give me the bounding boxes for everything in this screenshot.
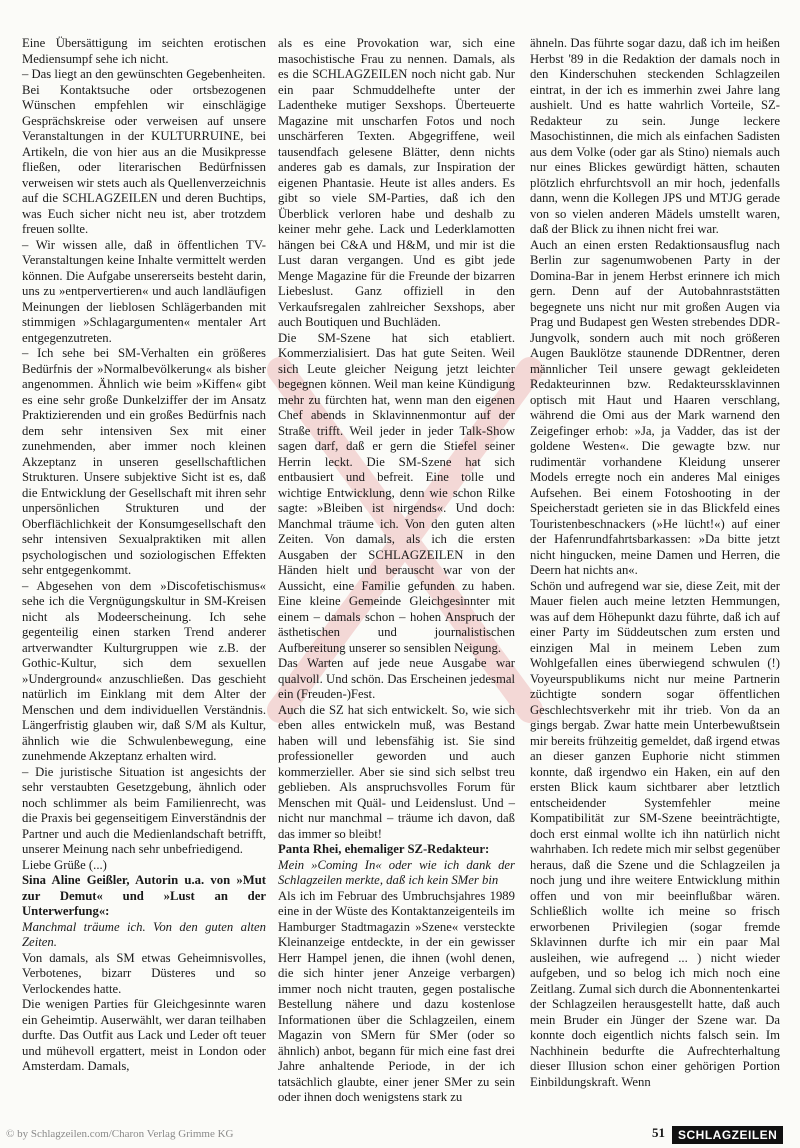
section-heading: Panta Rhei, ehemaliger SZ-Redakteur: [278,842,490,856]
masthead-logo: SCHLAGZEILEN [672,1126,783,1144]
copyright-credit: © by Schlagzeilen.com/Charon Verlag Grimme KG [6,1128,234,1140]
paragraph: – Wir wissen alle, daß in öffentlichen TV-Veranstaltungen keine Inhalte vermittelt werden können. Die Aufgabe unsererseits besteht darin, uns zu »entpervertieren« und auch landläufigen Meinungen der lieblosen Schlägerbanden mit stimmigen »Schlagargumenten« mentaler Art entgegenzutreten. [22,237,266,345]
paragraph: Als ich im Februar des Umbruchsjahres 1989 eine in der Wüste des Kontaktanzeigenteils im Hamburger Stadtmagazin »Szene« versteckte Kleinanzeige entdeckte, in der ein gewisser Herr Hampel jenen, die ihnen (wohl denen, die sich hinter jener Anzeige verbargen) immer noch nicht trauten, gegen postalische Bestellung nähere und dazu kostenlose Informationen über die Schlagzeilen, einem Magazin von SMern für SMer (oder so ähnlich) anbot, begann für mich eine fast drei Jahre anhaltende Periode, in der ich tatsächlich glaubte, einer jener SMer zu sein oder ihnen doch wenigstens stark zu [278,888,515,1104]
paragraph: Liebe Grüße (...) [22,857,107,872]
paragraph: Die wenigen Parties für Gleichgesinnte waren ein Geheimtip. Auserwählt, wer daran teilhaben durfte. Das Outfit aus Lack und Leder oft teuer und mühevoll ergattert, meist in London oder Amsterdam. Damals, [22,997,266,1073]
section-intro: Mein »Coming In« oder wie ich dank der Schlagzeilen merkte, daß ich kein SMer bin [278,857,515,887]
paragraph: Auch die SZ hat sich entwickelt. So, wie sich eben alles entwickeln muß, was Bestand haben will und lebensfähig ist. Sie sind professioneller geworden und auch kommerzieller. Aber sie sind sich selbst treu geblieben. Als anspruchsvolles Forum für Menschen mit Quäl- und Leidenslust. Und – nicht nur manchmal – träume ich davon, daß das immer so bleibt! [278,702,515,841]
paragraph: – Ich sehe bei SM-Verhalten ein größeres Bedürfnis der »Normalbevölkerung« als bisher angenommen. Ähnlich wie beim »Kiffen« gibt es eine sehr große Dunkelziffer der im Ansatz Praktizierenden und ein großes Bedürfnis nach dem sehr intensiven Sex mit einer zunehmenden, aber immer noch kleinen Akzeptanz in unseren gesellschaftlichen Strukturen. Unsere subjektive Sicht ist es, daß die Entwicklung der Gesellschaft mit ihren sehr unpersönlichen Strukturen und der Oberflächlichkeit der Konsumgesellschaft den sehr intensiven Sexualpraktiken mit allen psychologischen und soziologischen Effekten sehr entgegenkommt. [22,346,266,577]
page-number: 51 [652,1125,665,1140]
paragraph: Schön und aufregend war sie, diese Zeit, mit der Mauer fielen auch meine letzten Hemmungen, was auf dem Höhepunkt dazu führte, daß ich auf einer Party im Süddeutschen zum ersten und einzigen Mal in meinem Leben zum Wohlgefallen eines überwiegend schwulen (!) Voyeurspublikums nicht nur meine Partnerin züchtigte sondern sogar öffentlichen Geschlechtsverkehr mit ihr trieb. Von da an gings bergab. Zwar hatte mein Unterbewußtsein mir bereits frühzeitig gemeldet, daß irgend etwas an dieser ganzen Euphorie nicht stimmen konnte, daß irgendwo ein Haken, ein auf den ersten Blick kaum sichtbarer aber letztlich entscheidender Systemfehler meine Kompatibilität zur SM-Szene beeinträchtigte, doch erst einmal wollte ich ihn natürlich nicht wahrhaben. Ich redete mich mir selbst gegenüber heraus, daß die Szene und die Schlagzeilen ja noch jung und ihre weitere Entwicklung mithin offen und von mir beeinflußbar wären. Schließlich wollte ich meine so frisch erworbenen Privilegien (sogar fremde Sklavinnen durfte ich mir ein paar Mal ausleihen, wie aufregend ... ) nicht wieder aufgeben, und so belog ich mich noch eine Zeitlang. Zumal sich durch die Abonnentenkartei der Schlagzeilen herausgestellt hatte, daß auch mein Bruder ein Jünger der Szene war. Da konnte doch eigentlich nichts falsch sein. Im Nachhinein bedurfte die Aufrechterhaltung dieser Illusion schon einer gehörigen Portion Einbildungskraft. Wenn [530,578,780,1089]
paragraph: Die SM-Szene hat sich etabliert. Kommerzialisiert. Das hat gute Seiten. Weil sich Leute gleicher Neigung jetzt leichter begegnen können. Weil man keine Kündigung mehr zu fürchten hat, wenn man den eigenen Chef abends in Sklavinnenmontur auf der Straße trifft. Weil jeder in jeder Talk-Show sagen darf, daß er gern die Stiefel seiner Herrin leckt. Die SM-Szene hat sich entbausiert und befreit. Eine tolle und wichtige Entwicklung, denn wie schon Rilke sagte: »Bleiben ist nirgends«. Und doch: Manchmal träume ich. Von den guten alten Zeiten. Von damals, als ich die ersten Ausgaben der SCHLAGZEILEN in den Händen hielt und berauscht war von der Aussicht, eine Familie gefunden zu haben. Eine kleine Gemeinde Gleichgesinnter mit einem – damals schon – hohen Anspruch der ästhetischen und journalistischen Aufbereitung unserer so sensiblen Neigung. [278,330,515,655]
paragraph: Bei Kontaktsuche oder ortsbezogenen Wünschen empfehlen wir einschlägige Gesprächskreise oder verweisen auf unsere Veranstaltungen in der KULTURRUINE, bei Artikeln, die von hier aus an die Musikpresse fließen, oder literarischen Bedürfnissen verweisen wir stets auch als Quellenverzeichnis auf die SCHLAGZEILEN und deren Buchtips, was Euch sicher nicht neu ist, aber trotzdem freuen sollte. [22,82,266,236]
paragraph: Das Warten auf jede neue Ausgabe war qualvoll. Und schön. Das Erscheinen jedesmal ein (Freuden-)Fest. [278,656,515,701]
text-column-1 [22,36,266,1075]
paragraph: – Das liegt an den gewünschten Gegebenheiten. [22,67,266,81]
paragraph: Eine Übersättigung im seichten erotischen Mediensumpf sehe ich nicht. [22,36,266,66]
text-column-2 [278,36,515,1106]
paragraph: – Abgesehen von dem »Discofetischismus« sehe ich die Vergnügungskultur in SM-Kreisen nicht als Modeerscheinung. Ich sehe gegenteilig einen starken Trend anderer artverwandter Kulturgruppen wie z.B. der Gothic-Kultur, sich dem sexuellen »Underground« anzuschließen. Das geschieht natürlich im Einklang mit dem Alter der Menschen und dem individuellen Verständnis. Längerfristig glauben wir, daß S/M als Kultur, ähnlich wie die Schwulenbewegung, eine zunehmende Akzeptanz erhalten wird. [22,578,266,763]
paragraph: – Die juristische Situation ist angesichts der sehr verstaubten Gesetzgebung, ähnlich oder noch schlimmer als beim Familienrecht, was die Praxis bei gegenseitigem Einverständnis der Partner und auch die Medienlandschaft betrifft, unserer Meinung nach sehr unbefriedigend. [22,764,266,856]
text-column-3 [530,36,780,1090]
section-intro: Manchmal träume ich. Von den guten alten Zeiten. [22,919,266,949]
paragraph: Auch an einen ersten Redaktionsausflug nach Berlin zur sagenumwobenen Party in der Domina-Bar in jenem Herbst erinnere ich mich gern. Denn auf der Autobahnraststätten begegnete uns nicht nur mit großen Augen via Prag und Budapest gen Westen strebendes DDR-Jungvolk, sondern auch mit noch größeren Augen Bauklötze staunende DDRentner, deren männlicher Teil unsere gewagt gekleideten Redakteurinnen bzw. Redakteurssklavinnen optisch mit Haut und Haaren verschlang, während die Omi aus der Mark warnend den Zeigefinger erhob: »Ja, ja Vadder, das ist der goldene Westen«. Die gewagte bzw. nur rudimentär vorhandene Kleidung unserer Models erregte noch ein anderes Mal einiges Aufsehen. Bei einem Fotoshooting in der Speicherstadt gerieten sie in das Blickfeld eines Touristenbeschnackers (»He lücht!«) auf einer der Hafenrundfahrtsbarkassen: »Da bitte jetzt nicht hingucken, meine Damen und Herren, die Deern hat nichts an«. [530,237,780,577]
paragraph: ähneln. Das führte sogar dazu, daß ich im heißen Herbst '89 in die Redaktion der damals noch in den Kinderschuhen steckenden Schlagzeilen eintrat, in der ich es immerhin zwei Jahre lang aushielt. Und es hatte wahrlich Vorteile, SZ-Redakteur zu sein. Junge leckere Masochistinnen, die mich als einfachen Sadisten aus dem Volke (oder gar als Stino) niemals auch nur eines Blickes gewürdigt hätten, schauten plötzlich ehrfurchtsvoll an mir hoch, jedenfalls dann, wenn die Kollegen JPS und MTJG gerade von so vielen anderen Mädels umstellt waren, daß der Blick zu ihnen nicht frei war. [530,36,780,236]
paragraph: Von damals, als SM etwas Geheimnisvolles, Verbotenes, bizarr Düsteres und so Verlockendes hatte. [22,950,266,996]
paragraph: als es eine Provokation war, sich eine masochistische Frau zu nennen. Damals, als es die SCHLAGZEILEN noch nicht gab. Nur ein paar Schmuddelhefte unter der Ladentheke mutiger Sexshops. Überteuerte Magazine mit unscharfen Fotos und noch unschärferen Texten. Abgegriffene, weil tausendfach gelesene Blätter, denn nichts anderes gab es damals, zur Inspiration der eigenen Phantasie. Heute ist alles anders. Es gibt so viele SM-Parties, daß ich den Überblick verloren habe und deshalb zu keiner mehr gehe. Lack und Lederklamotten hängen bei C&A und H&M, und mir ist die Lust daran vergangen. Und es gibt jede Menge Magazine für die Freunde der bizarren Liebeslust. Ganz offiziell in den Verkaufsregalen zahlreicher Sexshops, aber auch Boutiquen und Buchläden. [278,36,515,329]
section-heading: Sina Aline Geißler, Autorin u.a. von »Mut zur Demut« und »Lust an der Unterwerfung«: [22,873,266,918]
